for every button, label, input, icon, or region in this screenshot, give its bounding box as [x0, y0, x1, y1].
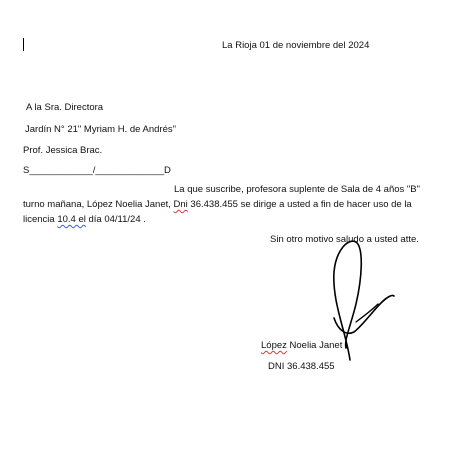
body-line-3 [23, 214, 146, 226]
misspelled-word-lopez[interactable]: López [261, 340, 287, 351]
signature-name-rest: Noelia Janet [286, 340, 343, 351]
recipient-institution: Jardín N° 21" Myriam H. de Andrés" [25, 124, 176, 135]
misspelled-word-dni[interactable]: Dni [173, 199, 188, 210]
salutation-sd-line: S____________/_____________D [23, 165, 171, 176]
closing-line: Sin otro motivo saludo a usted atte. [270, 234, 419, 245]
date-line: La Rioja 01 de noviembre del 2024 [222, 40, 370, 51]
recipient-name: Prof. Jessica Brac. [23, 145, 103, 156]
signature-name [261, 340, 342, 352]
text-cursor [23, 38, 24, 51]
body-line-3-end: día 04/11/24 . [85, 214, 146, 225]
body-line-1: La que suscribe, profesora suplente de Sala de 4 años "B" [174, 184, 420, 195]
body-line-3-start: licencia [23, 214, 58, 225]
grammar-flag-reference[interactable]: 10.4 el [57, 214, 86, 225]
body-line-2 [23, 199, 412, 211]
recipient-title: A la Sra. Directora [26, 102, 104, 113]
body-line-2-start: turno mañana, López Noelia Janet, [23, 199, 174, 210]
signature-dni: DNI 36.438.455 [268, 361, 335, 372]
body-line-2-end: 36.438.455 se dirige a usted a fin de hacer uso de la [187, 199, 412, 210]
